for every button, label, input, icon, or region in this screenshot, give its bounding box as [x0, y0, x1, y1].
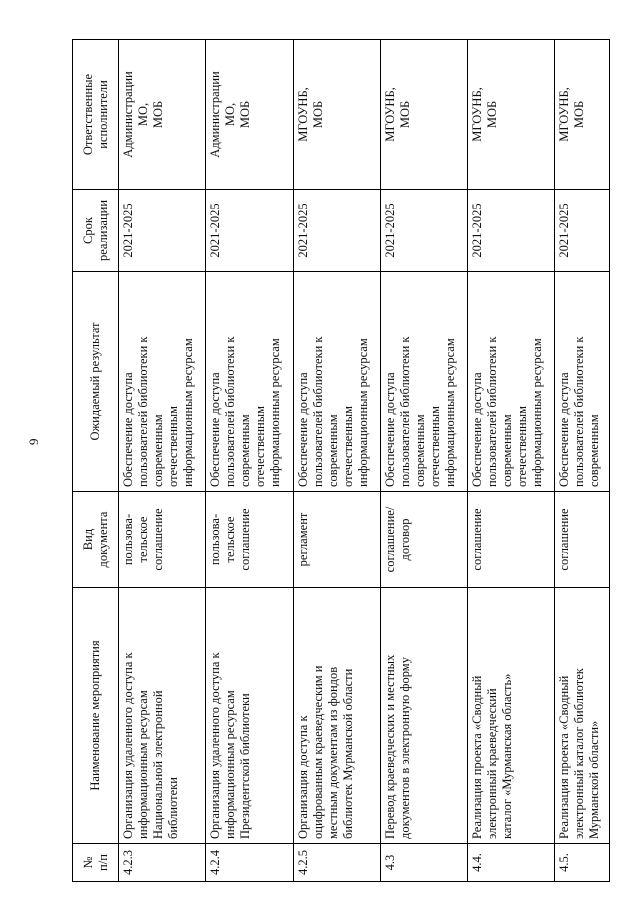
row-expected-result: Обеспечение доступа пользователей библиотеки к современным отечественным информационным ресурсам	[468, 272, 555, 492]
row-document-type: регламент	[293, 492, 380, 588]
row-name: Перевод краеведческих и местных документов в электронную форму	[380, 588, 467, 844]
row-executors: МГОУНБ, МОБ	[380, 40, 467, 190]
row-number: 4.2.4	[206, 844, 293, 882]
header-executors: Ответственные исполнители	[73, 40, 119, 190]
row-name: Организация удаленного доступа к информационным ресурсам Президентской библиотеки	[206, 588, 293, 844]
header-term: Срок реализации	[73, 190, 119, 272]
row-document-type: пользова- тельское соглашение	[119, 492, 206, 588]
row-executors: МГОУНБ, МОБ	[293, 40, 380, 190]
row-expected-result: Обеспечение доступа пользователей библиотеки к современным	[555, 272, 610, 492]
plan-table	[72, 39, 610, 882]
table-row	[555, 40, 610, 882]
row-term: 2021-2025	[206, 190, 293, 272]
row-term: 2021-2025	[293, 190, 380, 272]
row-document-type: соглашение	[555, 492, 610, 588]
row-term: 2021-2025	[555, 190, 610, 272]
row-expected-result: Обеспечение доступа пользователей библиотеки к современным отечественным информационным ресурсам	[206, 272, 293, 492]
row-number: 4.3	[380, 844, 467, 882]
row-number: 4.2.5	[293, 844, 380, 882]
row-number: 4.5.	[555, 844, 610, 882]
table-row	[206, 40, 293, 882]
row-name: Реализация проекта «Сводный электронный каталог библиотек Мурманской области»	[555, 588, 610, 844]
header-expected-result: Ожидаемый результат	[73, 272, 119, 492]
row-name: Реализация проекта «Сводный электронный краеведческий каталог «Мурманская область»	[468, 588, 555, 844]
page-number: 9	[26, 438, 41, 445]
row-term: 2021-2025	[468, 190, 555, 272]
row-document-type: пользова- тельское соглашение	[206, 492, 293, 588]
rotated-page-content	[72, 40, 610, 882]
row-document-type: соглашение/ договор	[380, 492, 467, 588]
row-number: 4.2.3	[119, 844, 206, 882]
row-expected-result: Обеспечение доступа пользователей библиотеки к современным отечественным информационным ресурсам	[293, 272, 380, 492]
row-term: 2021-2025	[380, 190, 467, 272]
table-row	[293, 40, 380, 882]
row-document-type: соглашение	[468, 492, 555, 588]
row-term: 2021-2025	[119, 190, 206, 272]
table-row	[119, 40, 206, 882]
row-executors: МГОУНБ, МОБ	[555, 40, 610, 190]
row-executors: Администрации МО, МОБ	[206, 40, 293, 190]
header-number: № п/п	[73, 844, 119, 882]
row-executors: Администрации МО, МОБ	[119, 40, 206, 190]
table-row	[468, 40, 555, 882]
header-name: Наименование мероприятия	[73, 588, 119, 844]
table-row	[380, 40, 467, 882]
header-document-type: Вид документа	[73, 492, 119, 588]
row-number: 4.4.	[468, 844, 555, 882]
row-name: Организация доступа к оцифрованным краеведческим и местным документам из фондов библиотек Мурманской области	[293, 588, 380, 844]
row-expected-result: Обеспечение доступа пользователей библиотеки к современным отечественным информационным ресурсам	[119, 272, 206, 492]
row-executors: МГОУНБ, МОБ	[468, 40, 555, 190]
row-expected-result: Обеспечение доступа пользователей библиотеки к современным отечественным информационным ресурсам	[380, 272, 467, 492]
row-name: Организация удаленного доступа к информационным ресурсам Национальной электронной библиотеки	[119, 588, 206, 844]
table-header-row	[73, 40, 119, 882]
